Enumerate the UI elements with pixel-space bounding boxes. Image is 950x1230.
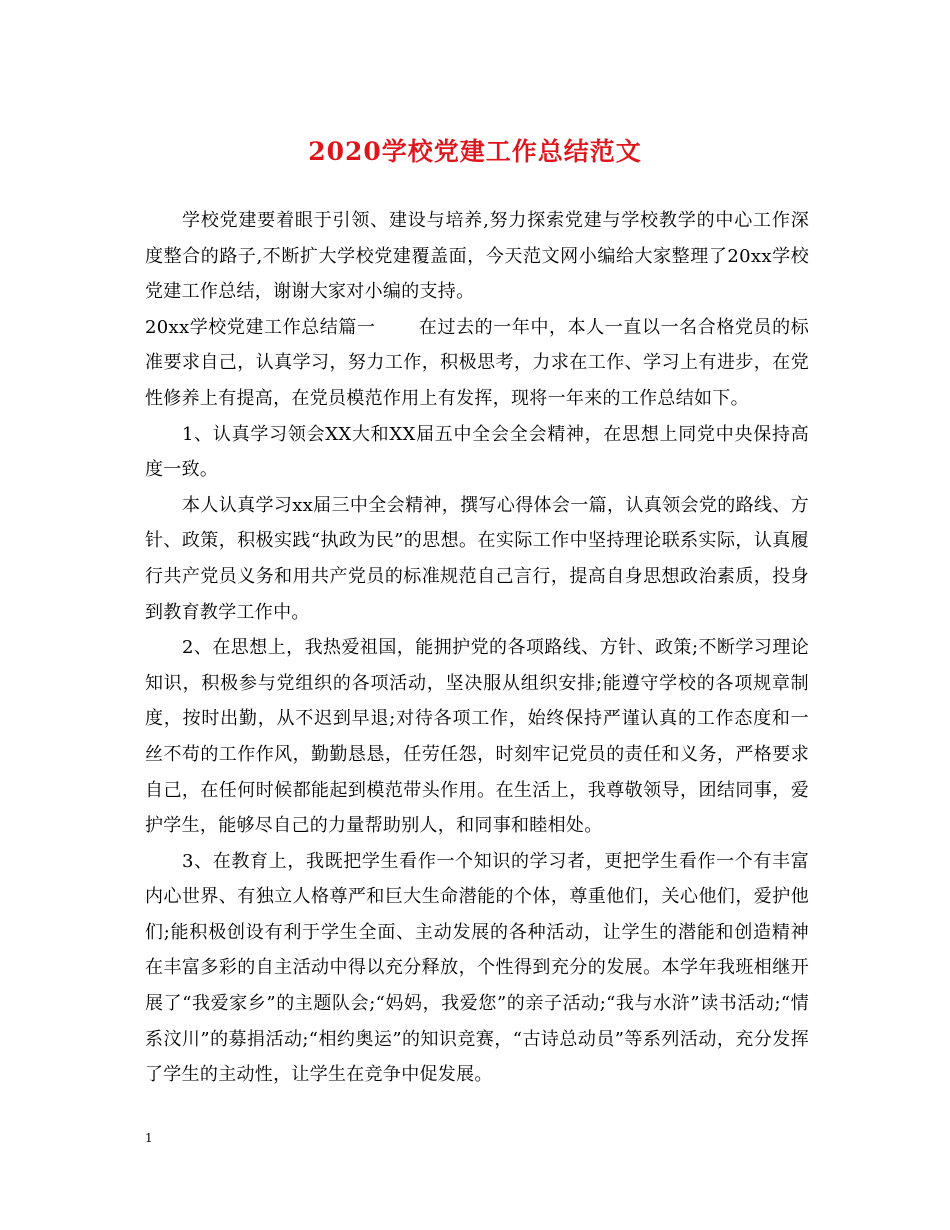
paragraph-intro: 学校党建要着眼于引领、建设与培养,努力探索党建与学校教学的中心工作深度整合的路子,不断扩大学校党建覆盖面，今天范文网小编给大家整理了20xx学校党建工作总结，谢谢大家对小编的支持。 <box>145 210 809 303</box>
page-number: 1 <box>145 1131 153 1145</box>
section-one-text: 在过去的一年中，本人一直以一名合格党员的标准要求自己，认真学习，努力工作，积极思考，力求在工作、学习上有进步，在党性修养上有提高，在党员模范作用上有发挥，现将一年来的工作总结如下。 <box>145 316 809 409</box>
document-body <box>145 203 809 1093</box>
document-title: 2020学校党建工作总结范文 <box>308 137 642 166</box>
section-heading: 20xx学校党建工作总结篇一 <box>145 316 376 338</box>
paragraph-point-three: 3、在教育上，我既把学生看作一个知识的学习者，更把学生看作一个有丰富内心世界、有独立人格尊严和巨大生命潜能的个体，尊重他们，关心他们，爱护他们;能积极创设有利于学生全面、主动发展的各种活动，让学生的潜能和创造精神在丰富多彩的自主活动中得以充分释放，个性得到充分的发展。本学年我班相继开展了“我爱家乡”的主题队会;“妈妈，我爱您”的亲子活动;“我与水浒”读书活动;“情系汶川”的募捐活动;“相约奥运”的知识竞赛，“古诗总动员”等系列活动，充分发挥了学生的主动性，让学生在竞争中促发展。 <box>145 850 809 1086</box>
paragraph-point-two: 2、在思想上，我热爱祖国，能拥护党的各项路线、方针、政策;不断学习理论知识，积极参与党组织的各项活动，坚决服从组织安排;能遵守学校的各项规章制度，按时出勤，从不迟到早退;对待各项工作，始终保持严谨认真的工作态度和一丝不苟的工作作风，勤勤恳恳，任劳任怨，时刻牢记党员的责任和义务，严格要求自己，在任何时候都能起到模范带头作用。在生活上，我尊敬领导，团结同事，爱护学生，能够尽自己的力量帮助别人，和同事和睦相处。 <box>145 637 809 837</box>
paragraph-section-one <box>145 310 809 417</box>
paragraph-study: 本人认真学习xx届三中全会精神，撰写心得体会一篇，认真领会党的路线、方针、政策，积极实践“执政为民”的思想。在实际工作中坚持理论联系实际，认真履行共产党员义务和用共产党员的标准规范自己言行，提高自身思想政治素质，投身到教育教学工作中。 <box>145 494 809 623</box>
paragraph-point-one: 1、认真学习领会XX大和XX届五中全会全会精神，在思想上同党中央保持高度一致。 <box>145 423 809 481</box>
